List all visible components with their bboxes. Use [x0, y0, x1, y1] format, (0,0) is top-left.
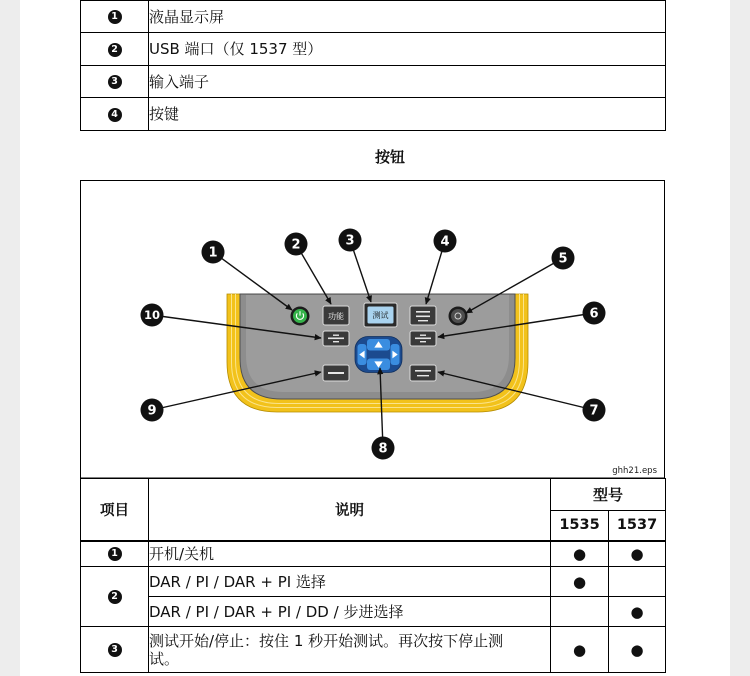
- callout-number: 2: [291, 237, 301, 253]
- callout-number: 6: [589, 306, 599, 322]
- parts-number-cell: [81, 66, 149, 98]
- key-7: [410, 365, 436, 381]
- parts-label-cell: 输入端子: [149, 66, 666, 98]
- callout-2: [285, 233, 308, 256]
- model-1537-cell: ●: [609, 627, 666, 673]
- callout-number: 3: [345, 233, 355, 249]
- callout-4: [434, 230, 457, 253]
- model-1535-cell: ●: [551, 541, 609, 567]
- key-6-label-mark: [420, 335, 426, 336]
- item-number-badge: 1: [108, 547, 122, 561]
- callout-number: 9: [147, 403, 157, 419]
- key-power: [291, 307, 310, 326]
- key-function: [323, 306, 349, 325]
- callout-6: [583, 302, 606, 325]
- button-row-3: [81, 627, 666, 673]
- header-item: 项目: [81, 479, 149, 541]
- parts-label-cell: 液晶显示屏: [149, 1, 666, 33]
- keypad-diagram: [80, 180, 665, 479]
- model-1537-cell: [609, 567, 666, 597]
- key-7-body: [410, 365, 436, 381]
- header-model-1537: 1537: [609, 511, 666, 541]
- callout-7: [583, 399, 606, 422]
- callout-10: [141, 304, 164, 327]
- key-6: [410, 331, 436, 346]
- item-number-badge: 2: [108, 590, 122, 604]
- button-row-1: [81, 541, 666, 567]
- figure-file-label: ghh21.eps: [612, 466, 657, 476]
- key-9: [323, 365, 349, 381]
- key-power-face: [293, 309, 307, 323]
- description-cell: DAR / PI / DAR + PI 选择: [149, 567, 551, 597]
- item-cell: [81, 627, 149, 673]
- header-row: [81, 479, 666, 511]
- callout-number: 1: [208, 245, 218, 261]
- key-function-label: 功能: [328, 311, 344, 321]
- button-row-2a: [81, 567, 666, 597]
- key-4-label-mark: [418, 320, 428, 321]
- callout-5: [552, 247, 575, 270]
- callout-number: 7: [589, 403, 599, 419]
- parts-number-cell: [81, 1, 149, 33]
- description-text: 测试开始/停止：按住 1 秒开始测试。再次按下停止测试。: [149, 631, 504, 668]
- callout-number-badge: 1: [108, 10, 122, 24]
- callout-8: [372, 437, 395, 460]
- header-model: 型号: [551, 479, 666, 511]
- model-1535-cell: [551, 597, 609, 627]
- key-4-label-mark: [416, 316, 430, 318]
- item-cell: [81, 541, 149, 567]
- model-1535-cell: ●: [551, 567, 609, 597]
- model-1537-cell: ●: [609, 597, 666, 627]
- item-number-badge: 3: [108, 643, 122, 657]
- key-10-label-mark: [333, 341, 339, 342]
- model-1535-cell: ●: [551, 627, 609, 673]
- key-4-label-mark: [416, 311, 430, 313]
- parts-row-4: [81, 98, 666, 131]
- key-test-label: 测试: [372, 311, 389, 320]
- parts-number-cell: [81, 33, 149, 66]
- key-10-label-mark: [328, 338, 344, 340]
- key-4: [410, 306, 436, 325]
- item-cell: [81, 567, 149, 627]
- callout-number-badge: 3: [108, 75, 122, 89]
- key-test: [364, 303, 397, 327]
- key-10-label-mark: [333, 335, 339, 336]
- button-row-2b: [81, 597, 666, 627]
- description-cell: 开机/关机: [149, 541, 551, 567]
- parts-label-cell: USB 端口（仅 1537 型）: [149, 33, 666, 66]
- key-9-label-mark: [328, 372, 344, 374]
- key-6-label-mark: [415, 338, 431, 340]
- key-6-label-mark: [420, 341, 426, 342]
- key-10: [323, 331, 349, 346]
- header-description: 说明: [149, 479, 551, 541]
- callout-number: 4: [440, 234, 450, 250]
- key-7-label-mark: [415, 370, 431, 372]
- description-cell: [149, 627, 551, 673]
- key-5-face: [451, 309, 465, 323]
- parts-row-3: [81, 66, 666, 98]
- parts-row-1: [81, 1, 666, 33]
- callout-3: [339, 229, 362, 252]
- description-cell: DAR / PI / DAR + PI / DD / 步进选择: [149, 597, 551, 627]
- keypad-figure: [80, 180, 665, 479]
- header-model-1535: 1535: [551, 511, 609, 541]
- callout-number: 8: [378, 441, 388, 457]
- callout-number: 5: [558, 251, 568, 267]
- parts-row-2: [81, 33, 666, 66]
- callout-number-badge: 2: [108, 43, 122, 57]
- callout-number-badge: 4: [108, 108, 122, 122]
- parts-number-cell: [81, 98, 149, 131]
- model-1537-cell: ●: [609, 541, 666, 567]
- key-navigation: [355, 337, 402, 373]
- key-7-label-mark: [417, 375, 429, 376]
- callout-number: 10: [143, 308, 161, 323]
- callout-9: [141, 399, 164, 422]
- button-table: [80, 478, 666, 673]
- section-title: 按钮: [374, 148, 405, 166]
- parts-label-cell: 按键: [149, 98, 666, 131]
- key-5: [449, 307, 468, 326]
- callout-1: [202, 241, 225, 264]
- parts-table: [80, 0, 666, 131]
